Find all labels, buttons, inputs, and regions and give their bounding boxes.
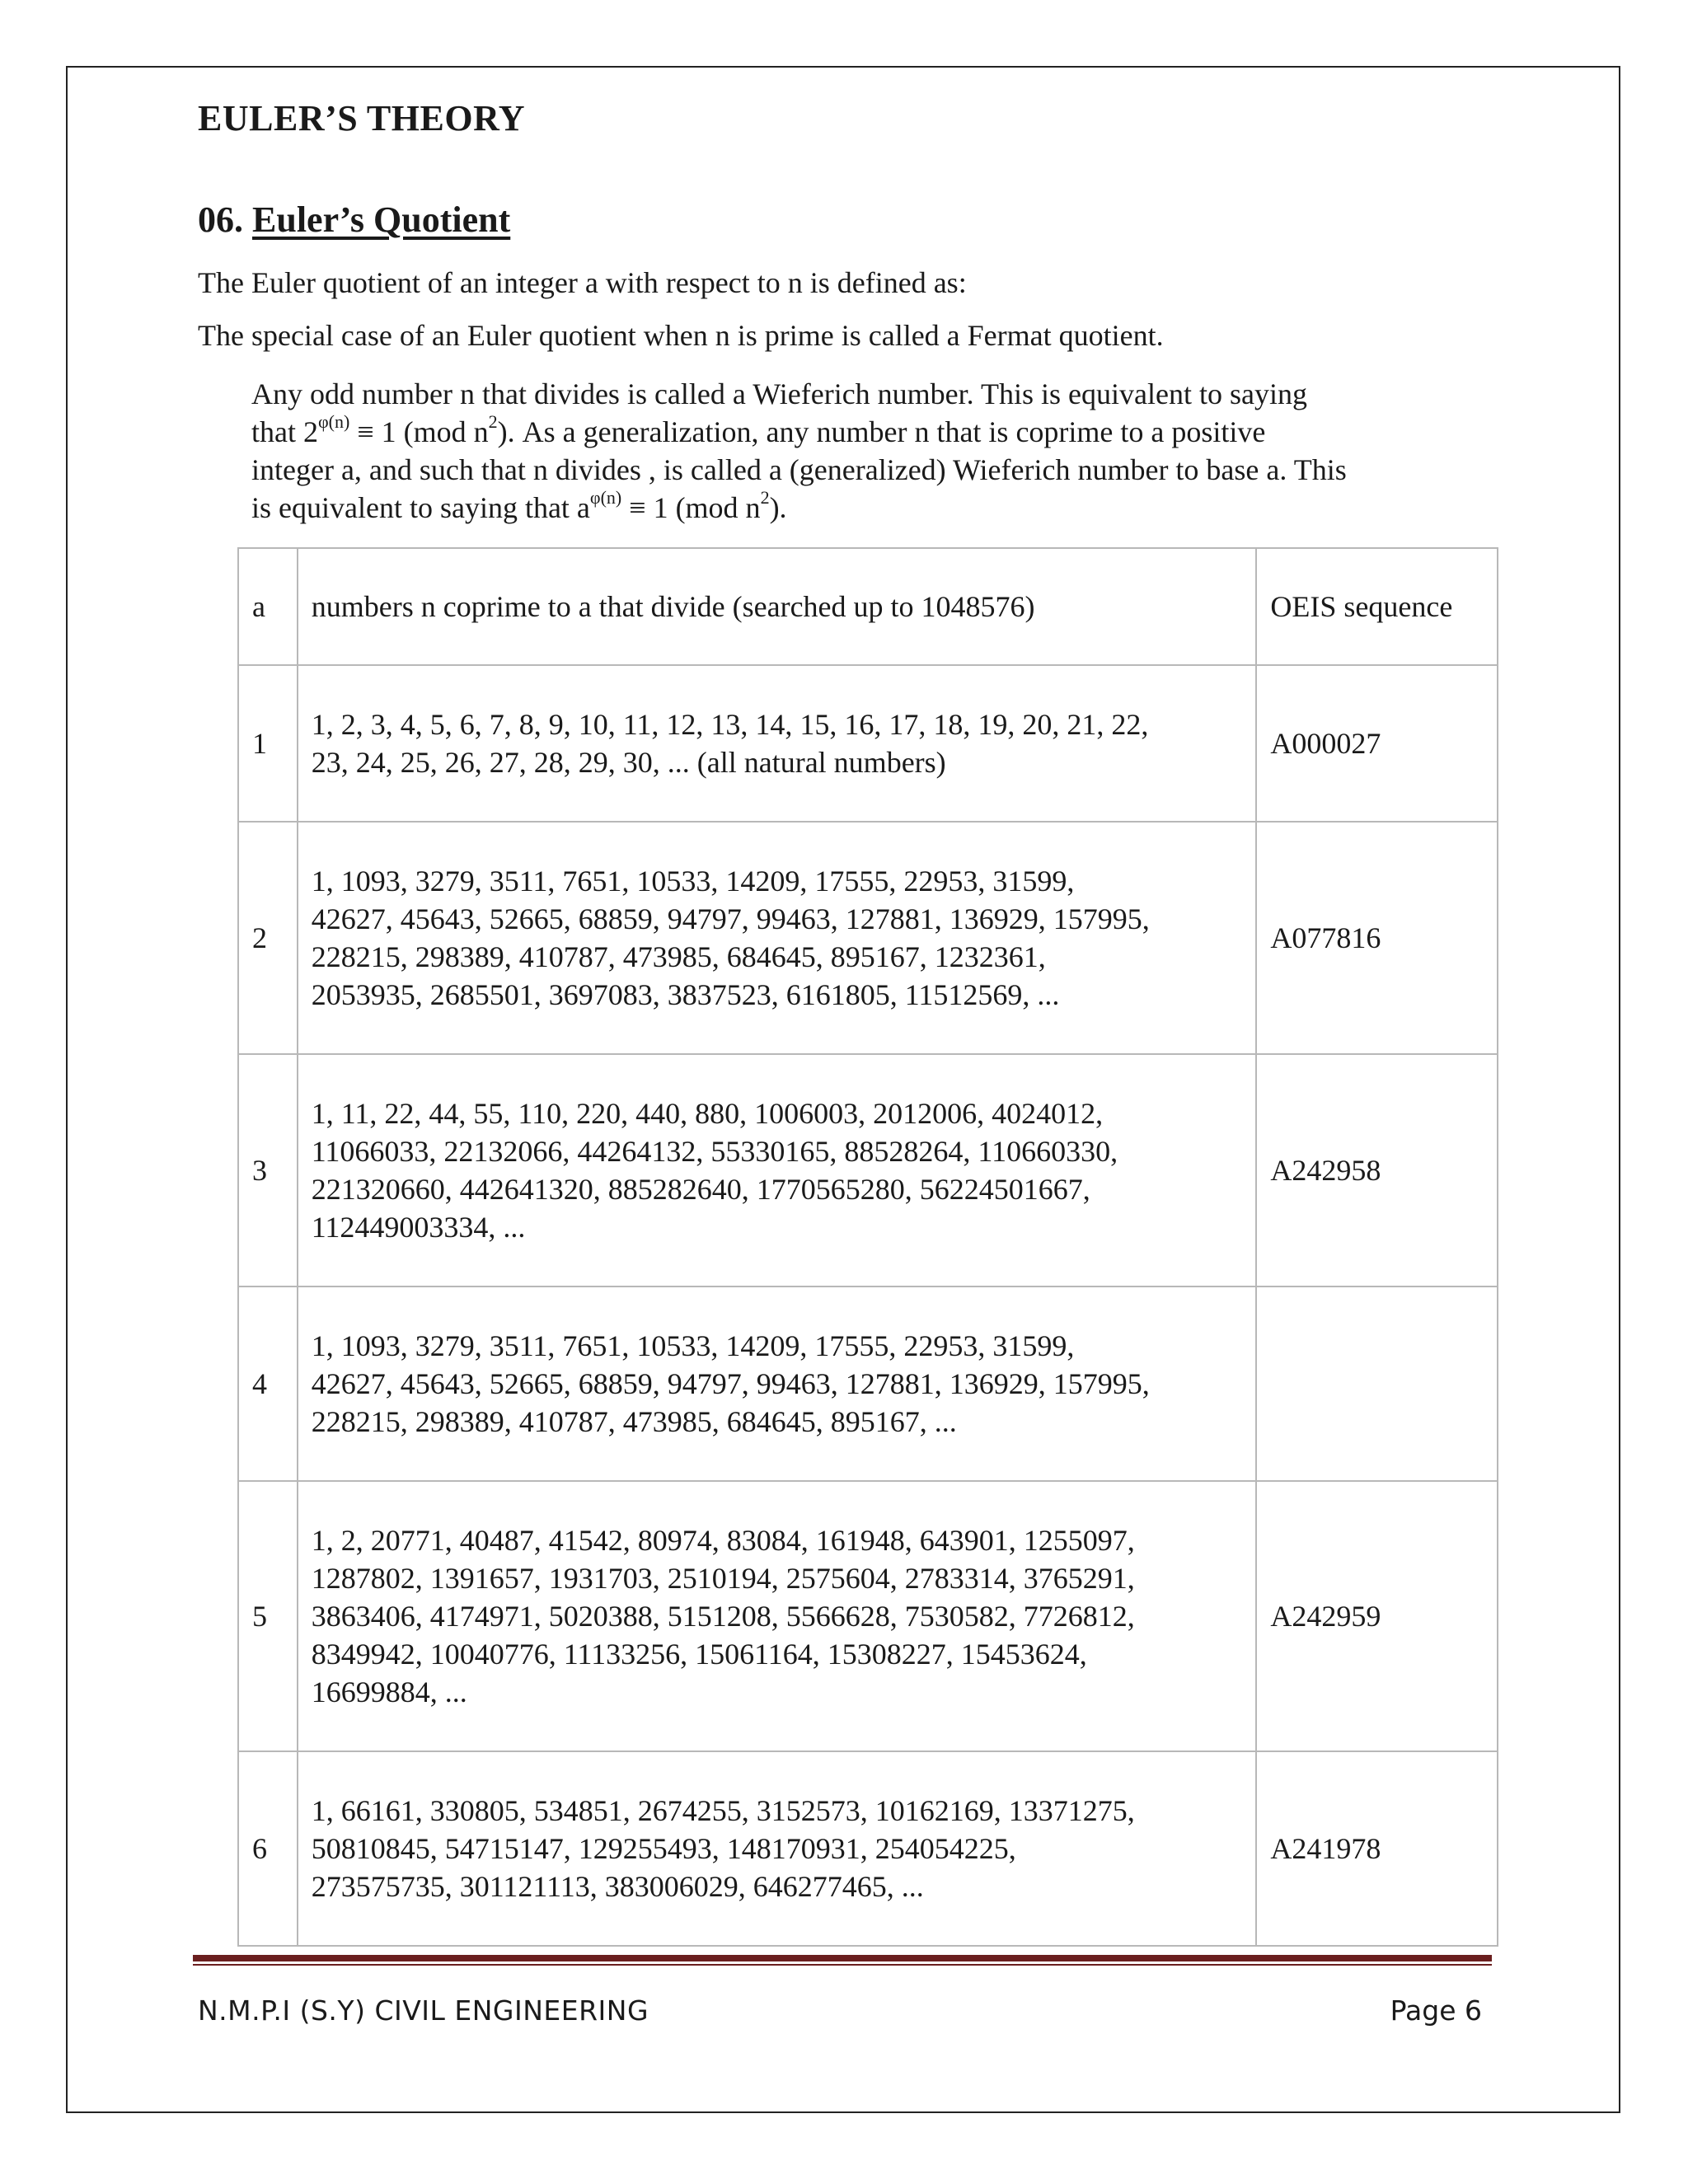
document-title: EULER’S THEORY [198,98,526,138]
cell-a: 3 [238,1054,298,1286]
cell-oeis [1256,1286,1498,1481]
cell-numbers: 1, 1093, 3279, 3511, 7651, 10533, 14209, 17555, 22953, 31599, 42627, 45643, 52665, 68859, 94797, 99463, 127881, 136929, 157995, 228215, 298389, 410787, 473985, 684645, 895167, 1232361, 2053935, 2685501, 3697083, 3837523, 6161805, 11512569, ... [298,822,1257,1054]
wieferich-line: integer a, and such that n divides , is called a (generalized) Wieferich number to base a. This [251,453,1347,486]
cell-oeis: A242959 [1256,1481,1498,1751]
footer-page-number: Page 6 [1390,1994,1482,2027]
cell-a: 5 [238,1481,298,1751]
cell-numbers: 1, 1093, 3279, 3511, 7651, 10533, 14209, 17555, 22953, 31599, 42627, 45643, 52665, 68859, 94797, 99463, 127881, 136929, 157995, 228215, 298389, 410787, 473985, 684645, 895167, ... [298,1286,1257,1481]
section-number: 06. [198,199,243,240]
header-cell-oeis: OEIS sequence [1256,548,1498,665]
wieferich-line: is equivalent to saying that $a^{\varphi(n)} \equiv 1$ (mod $n^2$). [251,487,787,524]
cell-oeis: A000027 [1256,665,1498,822]
definition-paragraph: The Euler quotient of an integer a with respect to n is defined as: [198,266,967,299]
table-row [238,1751,1498,1946]
cell-a: 6 [238,1751,298,1946]
cell-numbers: 1, 11, 22, 44, 55, 110, 220, 440, 880, 1006003, 2012006, 4024012, 11066033, 22132066, 44264132, 55330165, 88528264, 110660330, 221320660, 442641320, 885282640, 1770565280, 56224501667, 112449003334, ... [298,1054,1257,1286]
cell-oeis: A241978 [1256,1751,1498,1946]
cell-a: 4 [238,1286,298,1481]
cell-numbers: 1, 2, 3, 4, 5, 6, 7, 8, 9, 10, 11, 12, 13, 14, 15, 16, 17, 18, 19, 20, 21, 22, 23, 24, 25, 26, 27, 28, 29, 30, ... (all natural numbers) [298,665,1257,822]
footer-rule-thin [193,1964,1492,1966]
cell-a: 1 [238,665,298,822]
wieferich-line: Any odd number n that divides is called a Wieferich number. This is equivalent to saying [251,377,1307,410]
header-cell-numbers: numbers n coprime to a that divide (searched up to 1048576) [298,548,1257,665]
table-header-row [238,548,1498,665]
table-row [238,822,1498,1054]
cell-a: 2 [238,822,298,1054]
table-row [238,1054,1498,1286]
page-content [198,97,1500,354]
wieferich-table [237,547,1498,1947]
section-heading [198,199,1500,241]
footer-rule [193,1955,1492,1961]
cell-numbers: 1, 66161, 330805, 534851, 2674255, 3152573, 10162169, 13371275, 50810845, 54715147, 129255493, 148170931, 254054225, 273575735, 301121113, 383006029, 646277465, ... [298,1751,1257,1946]
header-cell-a: a [238,548,298,665]
footer-institution: N.M.P.I (S.Y) CIVIL ENGINEERING [198,1994,649,2027]
section-title: Euler’s Quotient [252,199,511,240]
table-row [238,1286,1498,1481]
cell-numbers: 1, 2, 20771, 40487, 41542, 80974, 83084, 161948, 643901, 1255097, 1287802, 1391657, 1931703, 2510194, 2575604, 2783314, 3765291, 3863406, 4174971, 5020388, 5151208, 5566628, 7530582, 7726812, 8349942, 10040776, 11133256, 15061164, 15308227, 15453624, 16699884, ... [298,1481,1257,1751]
wieferich-paragraph [251,375,1488,527]
table-row [238,665,1498,822]
fermat-paragraph: The special case of an Euler quotient when n is prime is called a Fermat quotient. [198,319,1164,352]
cell-oeis: A077816 [1256,822,1498,1054]
cell-oeis: A242958 [1256,1054,1498,1286]
table-row [238,1481,1498,1751]
wieferich-line: that $2^{\varphi(n)} \equiv 1$ (mod $n^2$). As a generalization, any number n that is coprime to a positive [251,411,1266,448]
